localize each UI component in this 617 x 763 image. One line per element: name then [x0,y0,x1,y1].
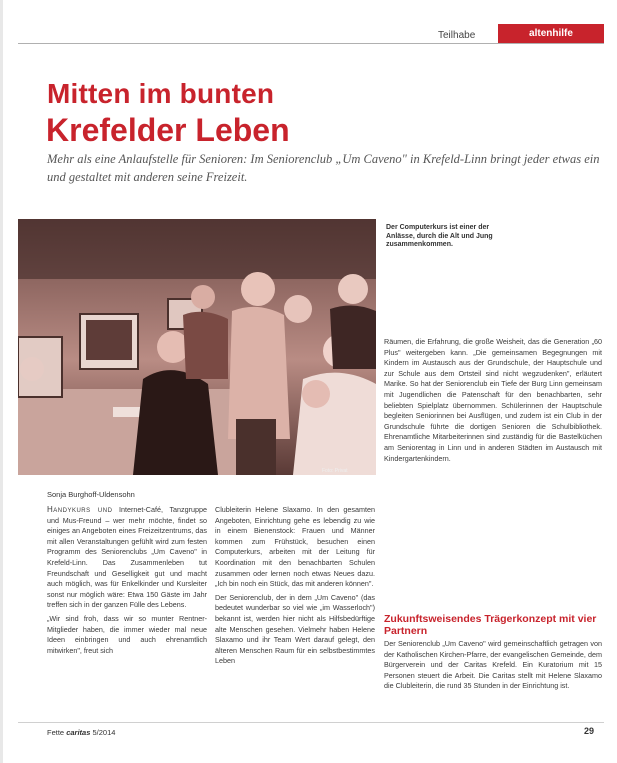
headline-line-1: Mitten im bunten [47,78,275,109]
text-column-2 [215,505,375,670]
headline-line-2: Krefelder Leben [46,112,290,148]
page-number: 29 [584,726,595,736]
author-byline: Sonja Burghoff-Uldensohn [47,490,135,499]
page-edge [0,0,3,763]
text-column-1 [47,505,207,659]
photo-caption: Der Computerkurs ist einer der Anlässe, durch die Alt und Jung zusammenkommen. [386,224,493,248]
issue-number: 5/2014 [92,728,116,737]
section-tag: Teilhabe [438,30,476,41]
footer-prefix: Fette [47,728,65,737]
photo-credit: Foto: Privat [322,468,348,474]
photo-illustration [18,219,376,475]
paragraph: Der Seniorenclub, der in dem „Um Caveno" (das bedeutet wunderbar so viel wie „im Wasserloch") bekannt ist, werden hier nicht als Hilfsbedürftige alte Menschen gesehen. Vielmehr haben Helene Slaxamo und ihr Team Wert darauf gelegt, den älteren Menschen Raum für ein selbstbestimmtes Leben [215,592,375,666]
paragraph: „Wir sind froh, dass wir so munter Rentner-Mitglieder haben, die immer wieder mal neue Ideen einbringen und auch ehrenamtlich mitwirken", freut sich [47,613,207,655]
text-column-3-continued [384,639,602,695]
text-column-3 [384,337,602,467]
header-rule [18,43,604,44]
section-label: altenhilfe [498,24,604,43]
subheading: Zukunftsweisendes Trägerkonzept mit vier Partnern [384,613,597,637]
paragraph: Räumen, die Erfahrung, die große Weisheit, das die Generation „60 Plus" weitergeben kann. „Die gemeinsamen Begegnungen mit Kindern im Austausch aus der Grundschule, der Hauptschule und zur Schule aus dem Ortsteil sind nicht wegzudenken", erläutert Marike. So hat der Seniorenclub ein Tiefe der Burg Linn gemeinsam mit Jugendlichen die Patenschaft für den benachbarten, sehr beliebten Spielplatz übernommen. Schülerinnen der Hauptschule begleiten Seniorinnen bei Ausflügen, und zudem ist ein Club in der Grundschule führte die dortigen Senioren die Schulbibliothek. Ehrenamtliche Mitarbeiterinnen sind zuständig für die Bastelküchen am Seniorentag in Linn und in anderen Städten im Austausch mit Kindergartenkindern. [384,337,602,463]
run-in-lead: Handykurs und [47,505,113,514]
article-photo [18,219,376,475]
paragraph: Internet-Café, Tanzgruppe und Mus-Freund – wer mehr möchte, findet so einiges an Angeboten eines Freizeitzentrums, das mit allen Veranstaltungen gefühlt wird zum festen Programm des Seniorenclubs „Um Caveno" in Krefeld-Linn. Das Zusammenleben tut Freundschaft und Geselligkeit gut und macht auch möglich, was für Enkelkinder und Kursleiter sonst nur möglich wäre: Etwa 150 Gäste im Jahr treffen sich in der ganzen Fülle des Lebens. [47,505,207,610]
paragraph: Clubleiterin Helene Slaxamo. In den gesamten Angeboten, Einrichtung gehe es lebendig zu wie in einem Bienenstock: Frauen und Männer kommen zum Frühstück, besuchen einen Computerkurs, arbeiten mit der Leitung für Koordination mit den benachbarten Schulen zusammen oder lernen noch etwas Neues dazu. „Ich bin noch ein Stück, das mit anderen können". [215,505,375,589]
footer-publication [47,728,115,737]
lead-paragraph: Mehr als eine Anlaufstelle für Senioren: Im Seniorenclub „Um Caveno" in Krefeld-Linn bringt jeder etwas ein und gestaltet mit anderen seine Freizeit. [47,152,600,184]
footer-rule [18,722,604,723]
paragraph: Der Seniorenclub „Um Caveno" wird gemeinschaftlich getragen von der Katholischen Kirchen-Pfarre, der evangelischen Gemeinde, dem Bürgerverein und der Caritas Krefeld. Ein Kuratorium mit 15 Personen steuert die Arbeit. Die Caritas stellt mit Helene Slaxamo die Clubleiterin, die rund 35 Stunden in der Einrichtung ist. [384,639,602,691]
magazine-name: caritas [66,728,91,737]
